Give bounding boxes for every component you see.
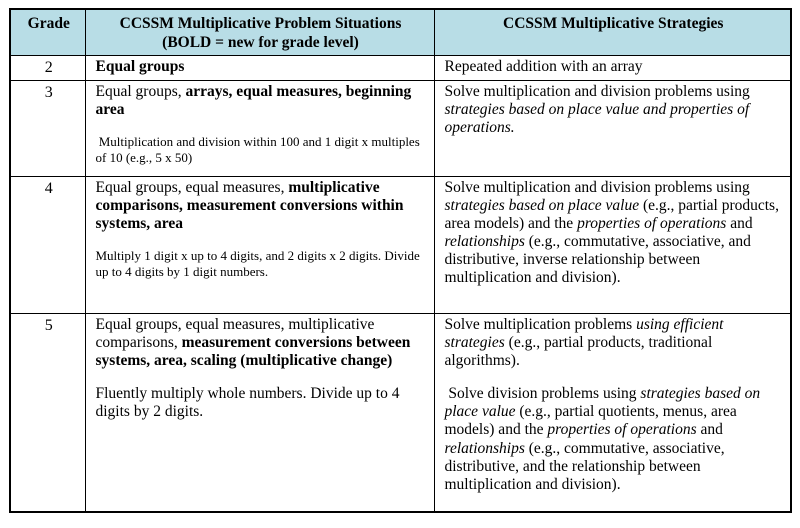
text-run: (e.g., commutative, associative, and distributive, inverse relationship between multiplication and division). <box>444 233 755 287</box>
paragraph <box>96 385 426 421</box>
text-run: (e.g., partial products, traditional algorithms). <box>444 333 717 369</box>
situations-text <box>96 316 426 422</box>
text-run: Solve multiplication and division problems using <box>444 178 754 196</box>
situations-cell <box>85 80 434 176</box>
text-run: strategies based on place value and properties of operations. <box>444 100 754 136</box>
paragraph <box>445 179 783 288</box>
header-grade: Grade <box>10 9 85 55</box>
grade-cell: 3 <box>10 80 85 176</box>
header-situations-subtitle: (BOLD = new for grade level) <box>162 34 359 52</box>
strategies-text <box>445 316 783 494</box>
ccssm-multiplication-table <box>9 8 792 513</box>
situations-cell <box>85 176 434 313</box>
strategies-text <box>445 58 783 76</box>
paragraph <box>96 316 426 370</box>
text-run: properties of operations <box>577 215 727 232</box>
text-run: Equal groups, equal measures, multiplicative comparisons, <box>95 315 379 351</box>
text-run: relationships <box>444 439 525 457</box>
text-run: (e.g., commutative, associative, distributive, and the relationship between multiplication and division). <box>444 439 729 493</box>
paragraph <box>96 134 426 165</box>
table-row-grade-3 <box>10 80 791 176</box>
text-run: and <box>726 215 757 232</box>
text-run: measurement conversions between systems, area, scaling (multiplicative change) <box>95 333 415 369</box>
text-run: (e.g., partial products, area models) and the <box>444 196 783 232</box>
text-run: arrays, equal measures, beginning area <box>95 82 416 118</box>
text-run: Solve division problems using <box>444 385 641 403</box>
header-situations-title: CCSSM Multiplicative Problem Situations <box>119 15 402 32</box>
text-run: Multiplication and division within 100 and 1 digit x multiples of 10 (e.g., 5 x 50) <box>95 134 424 165</box>
situations-cell <box>85 55 434 80</box>
strategies-cell <box>434 313 791 512</box>
text-run: Fluently multiply whole numbers. Divide up to 4 digits by 2 digits. <box>95 385 404 421</box>
table-row-grade-4 <box>10 176 791 313</box>
text-run: relationships <box>444 233 525 251</box>
paragraph <box>445 58 783 76</box>
header-row <box>10 9 791 55</box>
text-run: Solve multiplication and division problems using <box>444 82 754 100</box>
text-run: Equal groups <box>95 57 185 75</box>
text-run: strategies based on place value <box>444 196 640 214</box>
text-run: Multiply 1 digit x up to 4 digits, and 2 digits x 2 digits. Divide up to 4 digits by 1 digit numbers. <box>95 248 424 279</box>
text-run: multiplicative comparisons, measurement conversions within systems, area <box>95 178 408 232</box>
paragraph <box>445 316 783 370</box>
text-run: using efficient strategies <box>444 315 728 351</box>
strategies-cell <box>434 176 791 313</box>
text-run: and <box>696 421 727 439</box>
header-situations <box>85 9 434 55</box>
text-run: Equal groups, equal measures, <box>95 178 289 196</box>
paragraph <box>445 83 783 137</box>
situations-text <box>96 179 426 280</box>
text-run: Solve multiplication problems <box>444 315 637 333</box>
paragraph <box>96 83 426 119</box>
grade-cell: 5 <box>10 313 85 512</box>
paragraph <box>96 58 426 76</box>
paragraph <box>445 385 783 494</box>
header-strategies: CCSSM Multiplicative Strategies <box>434 9 791 55</box>
strategies-cell <box>434 55 791 80</box>
strategies-text <box>445 179 783 288</box>
strategies-cell <box>434 80 791 176</box>
strategies-text <box>445 83 783 137</box>
paragraph <box>96 179 426 233</box>
text-run: strategies based on place value <box>444 385 764 421</box>
paragraph <box>96 248 426 279</box>
text-run: properties of operations <box>547 421 697 439</box>
grade-cell: 2 <box>10 55 85 80</box>
table-row-grade-2 <box>10 55 791 80</box>
grade-cell: 4 <box>10 176 85 313</box>
table-row-grade-5 <box>10 313 791 512</box>
situations-text <box>96 83 426 165</box>
text-run: Equal groups, <box>95 82 186 100</box>
text-run: (e.g., partial quotients, menus, area models) and the <box>444 403 741 439</box>
situations-cell <box>85 313 434 512</box>
situations-text <box>96 58 426 76</box>
text-run: Repeated addition with an array <box>444 57 643 75</box>
